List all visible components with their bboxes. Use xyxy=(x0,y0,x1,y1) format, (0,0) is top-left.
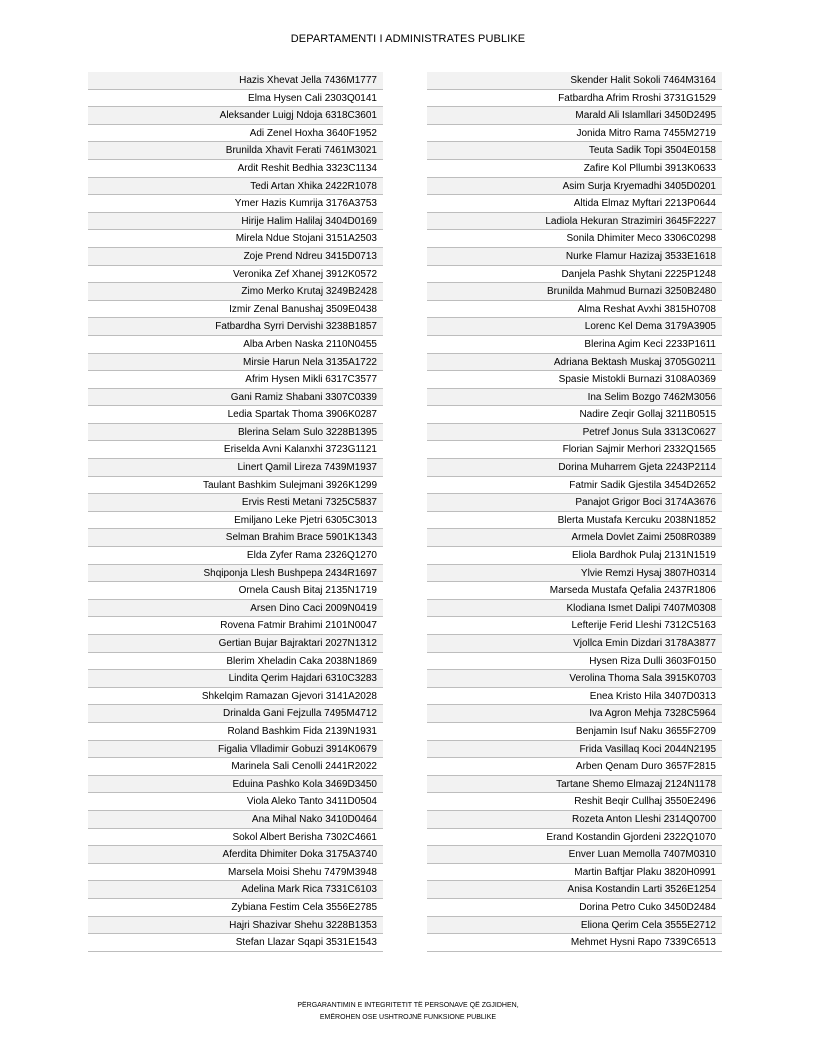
list-item: Hirije Halim Halilaj 3404D0169 xyxy=(88,213,383,231)
list-item: Marinela Sali Cenolli 2441R2022 xyxy=(88,758,383,776)
list-item: Marseda Mustafa Qefalia 2437R1806 xyxy=(427,582,722,600)
list-item: Rozeta Anton Lleshi 2314Q0700 xyxy=(427,811,722,829)
list-item: Zimo Merko Krutaj 3249B2428 xyxy=(88,283,383,301)
page-footer xyxy=(0,1000,816,1024)
list-item: Elda Zyfer Rama 2326Q1270 xyxy=(88,547,383,565)
name-list-right xyxy=(427,72,722,952)
list-item: Skender Halit Sokoli 7464M3164 xyxy=(427,72,722,90)
list-item: Adriana Bektash Muskaj 3705G0211 xyxy=(427,354,722,372)
list-item: Enver Luan Memolla 7407M0310 xyxy=(427,846,722,864)
list-item: Roland Bashkim Fida 2139N1931 xyxy=(88,723,383,741)
list-item: Shkelqim Ramazan Gjevori 3141A2028 xyxy=(88,688,383,706)
list-item: Spasie Mistokli Burnazi 3108A0369 xyxy=(427,371,722,389)
list-item: Shqiponja Llesh Bushpepa 2434R1697 xyxy=(88,565,383,583)
list-item: Dorina Petro Cuko 3450D2484 xyxy=(427,899,722,917)
list-item: Ladiola Hekuran Strazimiri 3645F2227 xyxy=(427,213,722,231)
list-item: Eliona Qerim Cela 3555E2712 xyxy=(427,917,722,935)
list-item: Gani Ramiz Shabani 3307C0339 xyxy=(88,389,383,407)
list-item: Adelina Mark Rica 7331C6103 xyxy=(88,881,383,899)
list-item: Fatbardha Syrri Dervishi 3238B1857 xyxy=(88,318,383,336)
list-item: Altida Elmaz Myftari 2213P0644 xyxy=(427,195,722,213)
list-item: Panajot Grigor Boci 3174A3676 xyxy=(427,494,722,512)
list-item: Eliola Bardhok Pulaj 2131N1519 xyxy=(427,547,722,565)
list-item: Lefterije Ferid Lleshi 7312C5163 xyxy=(427,617,722,635)
list-item: Ymer Hazis Kumrija 3176A3753 xyxy=(88,195,383,213)
list-item: Danjela Pashk Shytani 2225P1248 xyxy=(427,266,722,284)
list-item: Ledia Spartak Thoma 3906K0287 xyxy=(88,406,383,424)
list-item: Linert Qamil Lireza 7439M1937 xyxy=(88,459,383,477)
list-item: Fatbardha Afrim Rroshi 3731G1529 xyxy=(427,90,722,108)
list-item: Hazis Xhevat Jella 7436M1777 xyxy=(88,72,383,90)
list-item: Brunilda Mahmud Burnazi 3250B2480 xyxy=(427,283,722,301)
list-item: Reshit Beqir Cullhaj 3550E2496 xyxy=(427,793,722,811)
list-item: Hysen Riza Dulli 3603F0150 xyxy=(427,653,722,671)
list-item: Alba Arben Naska 2110N0455 xyxy=(88,336,383,354)
list-item: Izmir Zenal Banushaj 3509E0438 xyxy=(88,301,383,319)
list-item: Ervis Resti Metani 7325C5837 xyxy=(88,494,383,512)
list-item: Sokol Albert Berisha 7302C4661 xyxy=(88,829,383,847)
list-item: Zoje Prend Ndreu 3415D0713 xyxy=(88,248,383,266)
list-item: Blerina Agim Keci 2233P1611 xyxy=(427,336,722,354)
list-item: Gertian Bujar Bajraktari 2027N1312 xyxy=(88,635,383,653)
name-list-left xyxy=(88,72,383,952)
list-item: Aleksander Luigj Ndoja 6318C3601 xyxy=(88,107,383,125)
list-item: Lindita Qerim Hajdari 6310C3283 xyxy=(88,670,383,688)
list-item: Dorina Muharrem Gjeta 2243P2114 xyxy=(427,459,722,477)
footer-line-2: EMËROHEN OSE USHTROJNË FUNKSIONE PUBLIKE xyxy=(319,1014,497,1021)
list-item: Armela Dovlet Zaimi 2508R0389 xyxy=(427,529,722,547)
list-item: Mehmet Hysni Rapo 7339C6513 xyxy=(427,934,722,952)
list-item: Drinalda Gani Fejzulla 7495M4712 xyxy=(88,705,383,723)
list-item: Hajri Shazivar Shehu 3228B1353 xyxy=(88,917,383,935)
list-item: Blerta Mustafa Kercuku 2038N1852 xyxy=(427,512,722,530)
list-item: Rovena Fatmir Brahimi 2101N0047 xyxy=(88,617,383,635)
list-item: Ornela Caush Bitaj 2135N1719 xyxy=(88,582,383,600)
list-item: Petref Jonus Sula 3313C0627 xyxy=(427,424,722,442)
list-item: Blerina Selam Sulo 3228B1395 xyxy=(88,424,383,442)
list-item: Mirela Ndue Stojani 3151A2503 xyxy=(88,230,383,248)
list-item: Frida Vasillaq Koci 2044N2195 xyxy=(427,741,722,759)
page-title: DEPARTAMENTI I ADMINISTRATES PUBLIKE xyxy=(290,33,526,45)
list-item: Zybiana Festim Cela 3556E2785 xyxy=(88,899,383,917)
list-item: Stefan Llazar Sqapi 3531E1543 xyxy=(88,934,383,952)
list-item: Ylvie Remzi Hysaj 3807H0314 xyxy=(427,565,722,583)
list-item: Jonida Mitro Rama 7455M2719 xyxy=(427,125,722,143)
list-item: Nurke Flamur Hazizaj 3533E1618 xyxy=(427,248,722,266)
list-item: Enea Kristo Hila 3407D0313 xyxy=(427,688,722,706)
list-item: Zafire Kol Pllumbi 3913K0633 xyxy=(427,160,722,178)
list-item: Erand Kostandin Gjordeni 2322Q1070 xyxy=(427,829,722,847)
list-item: Verolina Thoma Sala 3915K0703 xyxy=(427,670,722,688)
list-item: Marsela Moisi Shehu 7479M3948 xyxy=(88,864,383,882)
list-item: Elma Hysen Cali 2303Q0141 xyxy=(88,90,383,108)
list-item: Viola Aleko Tanto 3411D0504 xyxy=(88,793,383,811)
list-item: Florian Sajmir Merhori 2332Q1565 xyxy=(427,441,722,459)
list-item: Asim Surja Kryemadhi 3405D0201 xyxy=(427,178,722,196)
footer-line-1: PËRGARANTIMIN E INTEGRITETIT TË PERSONAVE QË ZGJIDHEN, xyxy=(297,1002,519,1009)
list-item: Martin Baftjar Plaku 3820H0991 xyxy=(427,864,722,882)
list-item: Veronika Zef Xhanej 3912K0572 xyxy=(88,266,383,284)
list-item: Adi Zenel Hoxha 3640F1952 xyxy=(88,125,383,143)
list-item: Iva Agron Mehja 7328C5964 xyxy=(427,705,722,723)
list-item: Ardit Reshit Bedhia 3323C1134 xyxy=(88,160,383,178)
list-item: Nadire Zeqir Gollaj 3211B0515 xyxy=(427,406,722,424)
list-item: Teuta Sadik Topi 3504E0158 xyxy=(427,142,722,160)
list-item: Eriselda Avni Kalanxhi 3723G1121 xyxy=(88,441,383,459)
list-item: Selman Brahim Brace 5901K1343 xyxy=(88,529,383,547)
list-item: Sonila Dhimiter Meco 3306C0298 xyxy=(427,230,722,248)
list-item: Ana Mihal Nako 3410D0464 xyxy=(88,811,383,829)
list-item: Vjollca Emin Dizdari 3178A3877 xyxy=(427,635,722,653)
list-item: Fatmir Sadik Gjestila 3454D2652 xyxy=(427,477,722,495)
list-item: Ina Selim Bozgo 7462M3056 xyxy=(427,389,722,407)
list-item: Blerim Xheladin Caka 2038N1869 xyxy=(88,653,383,671)
list-item: Taulant Bashkim Sulejmani 3926K1299 xyxy=(88,477,383,495)
list-item: Tartane Shemo Elmazaj 2124N1178 xyxy=(427,776,722,794)
list-item: Arsen Dino Caci 2009N0419 xyxy=(88,600,383,618)
list-item: Lorenc Kel Dema 3179A3905 xyxy=(427,318,722,336)
list-item: Arben Qenam Duro 3657F2815 xyxy=(427,758,722,776)
list-item: Aferdita Dhimiter Doka 3175A3740 xyxy=(88,846,383,864)
list-item: Marald Ali Islamllari 3450D2495 xyxy=(427,107,722,125)
list-item: Brunilda Xhavit Ferati 7461M3021 xyxy=(88,142,383,160)
list-item: Benjamin Isuf Naku 3655F2709 xyxy=(427,723,722,741)
list-item: Alma Reshat Avxhi 3815H0708 xyxy=(427,301,722,319)
list-item: Klodiana Ismet Dalipi 7407M0308 xyxy=(427,600,722,618)
list-item: Figalia Vlladimir Gobuzi 3914K0679 xyxy=(88,741,383,759)
list-item: Emiljano Leke Pjetri 6305C3013 xyxy=(88,512,383,530)
list-item: Tedi Artan Xhika 2422R1078 xyxy=(88,178,383,196)
list-item: Anisa Kostandin Larti 3526E1254 xyxy=(427,881,722,899)
list-item: Eduina Pashko Kola 3469D3450 xyxy=(88,776,383,794)
list-item: Mirsie Harun Nela 3135A1722 xyxy=(88,354,383,372)
list-item: Afrim Hysen Mikli 6317C3577 xyxy=(88,371,383,389)
